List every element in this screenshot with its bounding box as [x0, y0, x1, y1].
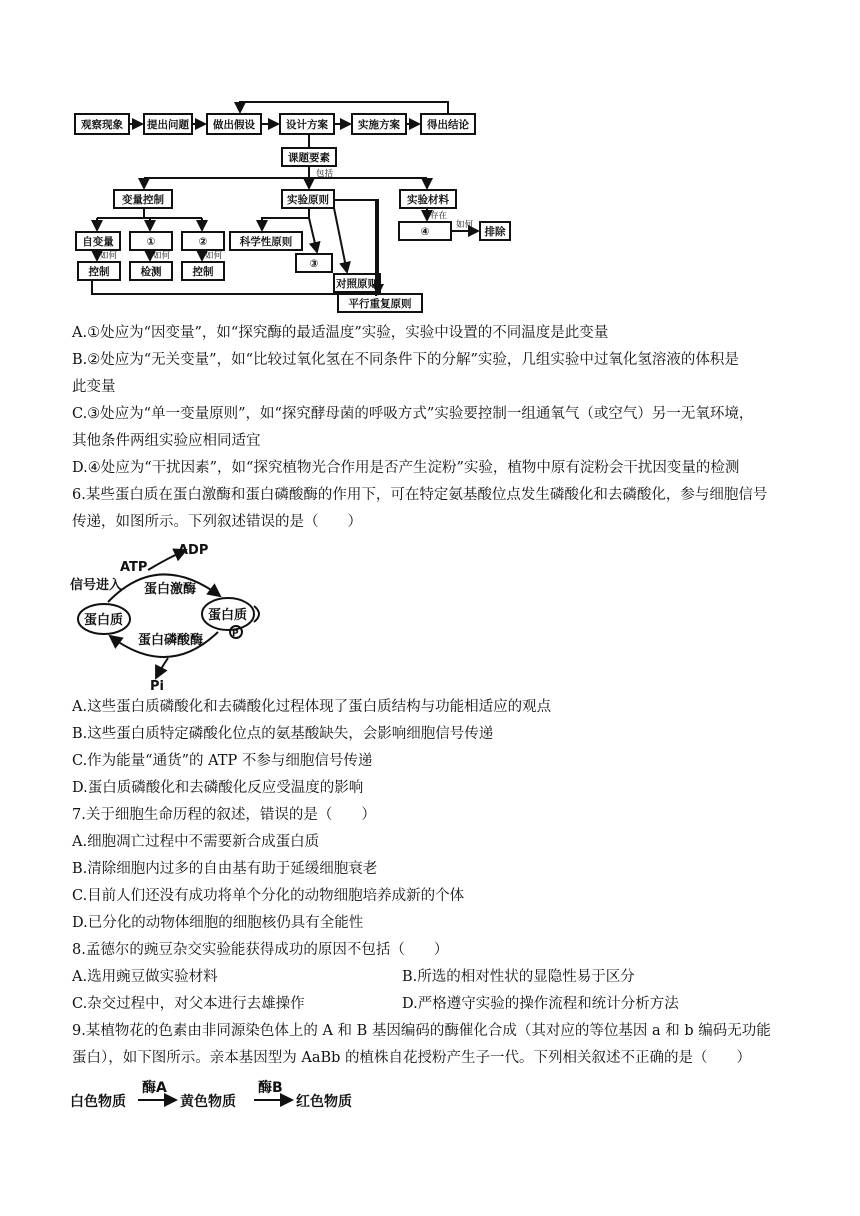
q5-option-a: A.①处应为“因变量”，如“探究酶的最适温度”实验，实验中设置的不同温度是此变量 [72, 325, 609, 341]
flow-action-1: 控制 [88, 266, 110, 278]
adp-label: ADP [178, 543, 209, 558]
protein-left-label: 蛋白质 [84, 613, 124, 628]
flow-blank-1: ① [146, 236, 156, 248]
experiment-design-flowchart [72, 96, 512, 314]
q6-option-b: B.这些蛋白质特定磷酸化位点的氨基酸缺失，会影响细胞信号传递 [72, 726, 494, 742]
q7-option-a: A.细胞凋亡过程中不需要新合成蛋白质 [72, 834, 320, 850]
pi-label: Pi [150, 679, 164, 692]
q8-option-d: D.严格遵守实验的操作流程和统计分析方法 [402, 996, 679, 1012]
q6-stem-line2: 传递，如图所示。下列叙述错误的是（ ） [72, 514, 362, 530]
q6-stem-line1: 6.某些蛋白质在蛋白激酶和蛋白磷酸酶的作用下，可在特定氨基酸位点发生磷酸化和去磷酸化，参与细胞信号 [72, 487, 768, 503]
q7-option-b: B.清除细胞内过多的自由基有助于延缓细胞衰老 [72, 861, 378, 877]
flow-var-note-1: 如何 [100, 251, 118, 261]
flow-key-box: 课题要素 [288, 152, 330, 164]
flow-principles: 实验原则 [287, 194, 329, 206]
q6-option-a: A.这些蛋白质磷酸化和去磷酸化过程体现了蛋白质结构与功能相适应的观点 [72, 699, 552, 715]
flow-scientific-principle: 科学性原则 [239, 236, 293, 248]
yellow-substance-label: 黄色物质 [180, 1094, 236, 1110]
flow-blank-4: ④ [420, 226, 430, 238]
flow-exclude: 排除 [484, 226, 506, 238]
flow-control-principle: 对照原则 [336, 278, 378, 290]
flow-materials: 实验材料 [407, 194, 449, 206]
flow-var-note-3: 如何 [205, 251, 223, 261]
flow-var-note-2: 如何 [153, 251, 171, 261]
q9-stem-line2: 蛋白），如下图所示。亲本基因型为 AaBb 的植株自花授粉产生子一代。下列相关叙述不正确的是（ ） [72, 1050, 752, 1066]
flow-key-note: 包括 [316, 169, 334, 179]
flow-blank-2: ② [198, 236, 208, 248]
q8-option-c: C.杂交过程中，对父本进行去雄操作 [72, 996, 305, 1012]
enzyme-a-label: 酶A [142, 1080, 167, 1096]
flow-observe: 观察现象 [81, 119, 123, 131]
q5-option-d: D.④处应为“干扰因素”，如“探究植物光合作用是否产生淀粉”实验，植物中原有淀粉会干扰因变量的检测 [72, 460, 740, 476]
q5-option-b-line2: 此变量 [72, 379, 116, 395]
flow-design: 设计方案 [286, 119, 328, 131]
flow-implement: 实施方案 [358, 119, 400, 131]
protein-right-label: 蛋白质 [208, 608, 248, 623]
flow-material-note: 存在 [430, 211, 448, 221]
q6-option-c: C.作为能量“通货”的 ATP 不参与细胞信号传递 [72, 753, 373, 769]
flow-variable-control: 变量控制 [122, 194, 164, 206]
q6-option-d: D.蛋白质磷酸化和去磷酸化反应受温度的影响 [72, 780, 364, 796]
q5-option-c-line1: C.③处应为“单一变量原则”，如“探究酵母菌的呼吸方式”实验要控制一组通氧气（或空气）另一无氧环境， [72, 406, 754, 422]
flow-material-note2: 如何 [456, 220, 474, 230]
q8-option-a: A.选用豌豆做实验材料 [72, 969, 218, 985]
kinase-label: 蛋白激酶 [144, 582, 197, 597]
red-substance-label: 红色物质 [296, 1094, 352, 1110]
phosphorylation-cycle-diagram [68, 540, 288, 692]
flow-replication-principle: 平行重复原则 [348, 298, 412, 310]
enzyme-b-label: 酶B [258, 1080, 283, 1096]
flow-action-3: 控制 [192, 266, 214, 278]
flow-hypothesis: 做出假设 [213, 119, 255, 131]
q8-stem: 8.孟德尔的豌豆杂交实验能获得成功的原因不包括（ ） [72, 942, 449, 958]
q5-option-b-line1: B.②处应为“无关变量”，如“比较过氧化氢在不同条件下的分解”实验，几组实验中过氧化氢溶液的体积是 [72, 352, 739, 368]
q7-stem: 7.关于细胞生命历程的叙述，错误的是（ ） [72, 807, 376, 823]
white-substance-label: 白色物质 [70, 1094, 126, 1110]
q9-stem-line1: 9.某植物花的色素由非同源染色体上的 A 和 B 基因编码的酶催化合成（其对应的等位基因 a 和 b 编码无功能 [72, 1023, 771, 1039]
phosphate-p-label: P [232, 629, 239, 639]
q7-option-d: D.已分化的动物体细胞的细胞核仍具有全能性 [72, 915, 364, 931]
signal-in-label: 信号进入 [70, 578, 123, 593]
pigment-pathway-diagram [68, 1076, 368, 1112]
flow-blank-3: ③ [309, 258, 319, 270]
flow-question: 提出问题 [147, 119, 189, 131]
q5-option-c-line2: 其他条件两组实验应相同适宜 [72, 433, 261, 449]
atp-label: ATP [120, 560, 148, 575]
flow-action-2: 检测 [140, 266, 162, 278]
flow-independent-var: 自变量 [82, 236, 114, 248]
phosphatase-label: 蛋白磷酸酶 [138, 633, 204, 648]
flow-conclusion: 得出结论 [427, 119, 469, 131]
q8-option-b: B.所选的相对性状的显隐性易于区分 [402, 969, 635, 985]
q7-option-c: C.目前人们还没有成功将单个分化的动物细胞培养成新的个体 [72, 888, 465, 904]
